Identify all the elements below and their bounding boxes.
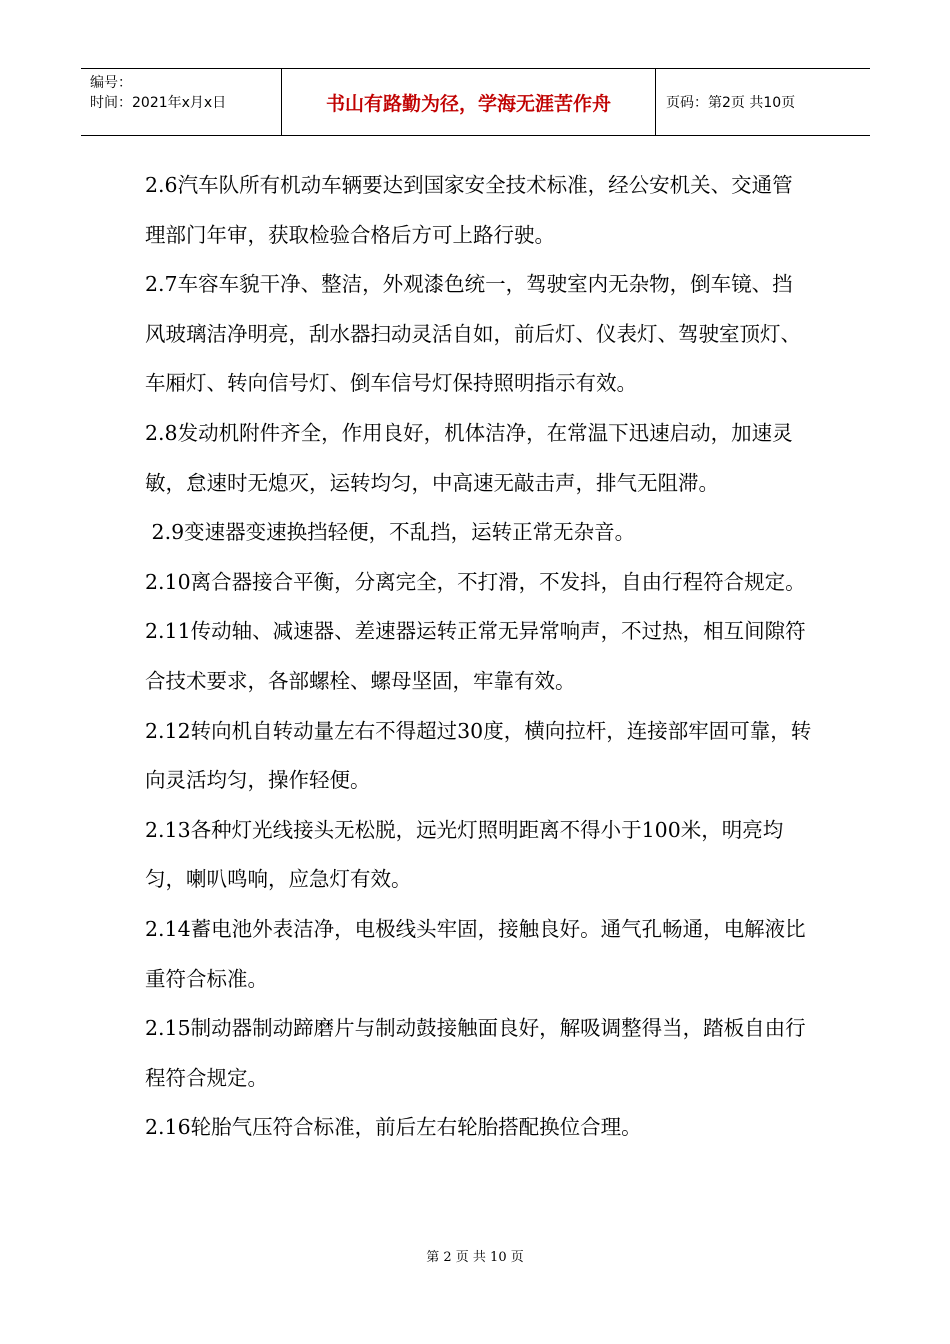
paragraph-2-7: 2.7车容车貌干净、整洁，外观漆色统一，驾驶室内无杂物，倒车镜、挡风玻璃洁净明亮，刮水器扫动灵活自如，前后灯、仪表灯、驾驶室顶灯、车厢灯、转向信号灯、倒车信号灯保持照明指示有效。 [145, 272, 801, 396]
paragraph-2-15: 2.15制动器制动蹄磨片与制动鼓接触面良好，解吸调整得当，踏板自由行程符合规定。 [145, 1016, 806, 1090]
paragraph-2-12: 2.12转向机自转动量左右不得超过30度，横向拉杆，连接部牢固可靠，转向灵活均匀，操作轻便。 [145, 718, 812, 793]
document-header [81, 68, 870, 136]
header-meta-cell [81, 69, 282, 135]
document-body [145, 161, 813, 1153]
paragraph-2-11: 2.11传动轴、减速器、差速器运转正常无异常响声，不过热，相互间隙符合技术要求，各部螺栓、螺母坚固，牢靠有效。 [145, 619, 806, 693]
page-footer: 第 2 页 共 10 页 [426, 1250, 524, 1265]
paragraph-2-6: 2.6汽车队所有机动车辆要达到国家安全技术标准，经公安机关、交通管理部门年审，获取检验合格后方可上路行驶。 [145, 173, 793, 247]
paragraph-2-8: 2.8发动机附件齐全，作用良好，机体洁净，在常温下迅速启动，加速灵敏，怠速时无熄灭，运转均匀，中高速无敲击声，排气无阻滞。 [145, 420, 793, 495]
paragraph-2-10: 2.10离合器接合平衡，分离完全，不打滑，不发抖，自由行程符合规定。 [145, 569, 806, 594]
header-page-info: 页码：第2页 共10页 [666, 95, 796, 111]
header-date-label: 时间：2021年x月x日 [90, 95, 227, 111]
paragraph-2-14: 2.14蓄电池外表洁净，电极线头牢固，接触良好。通气孔畅通，电解液比重符合标准。 [145, 916, 806, 991]
paragraph-2-16: 2.16轮胎气压符合标准，前后左右轮胎搭配换位合理。 [145, 1115, 642, 1140]
paragraph-2-13: 2.13各种灯光线接头无松脱，远光灯照明距离不得小于100米，明亮均匀，喇叭鸣响，应急灯有效。 [145, 817, 784, 892]
paragraph-2-9: 2.9变速器变速换挡轻便，不乱挡，运转正常无杂音。 [145, 520, 636, 545]
header-motto: 书山有路勤为径，学海无涯苦作舟 [282, 69, 656, 135]
header-number-label: 编号： [90, 75, 132, 91]
